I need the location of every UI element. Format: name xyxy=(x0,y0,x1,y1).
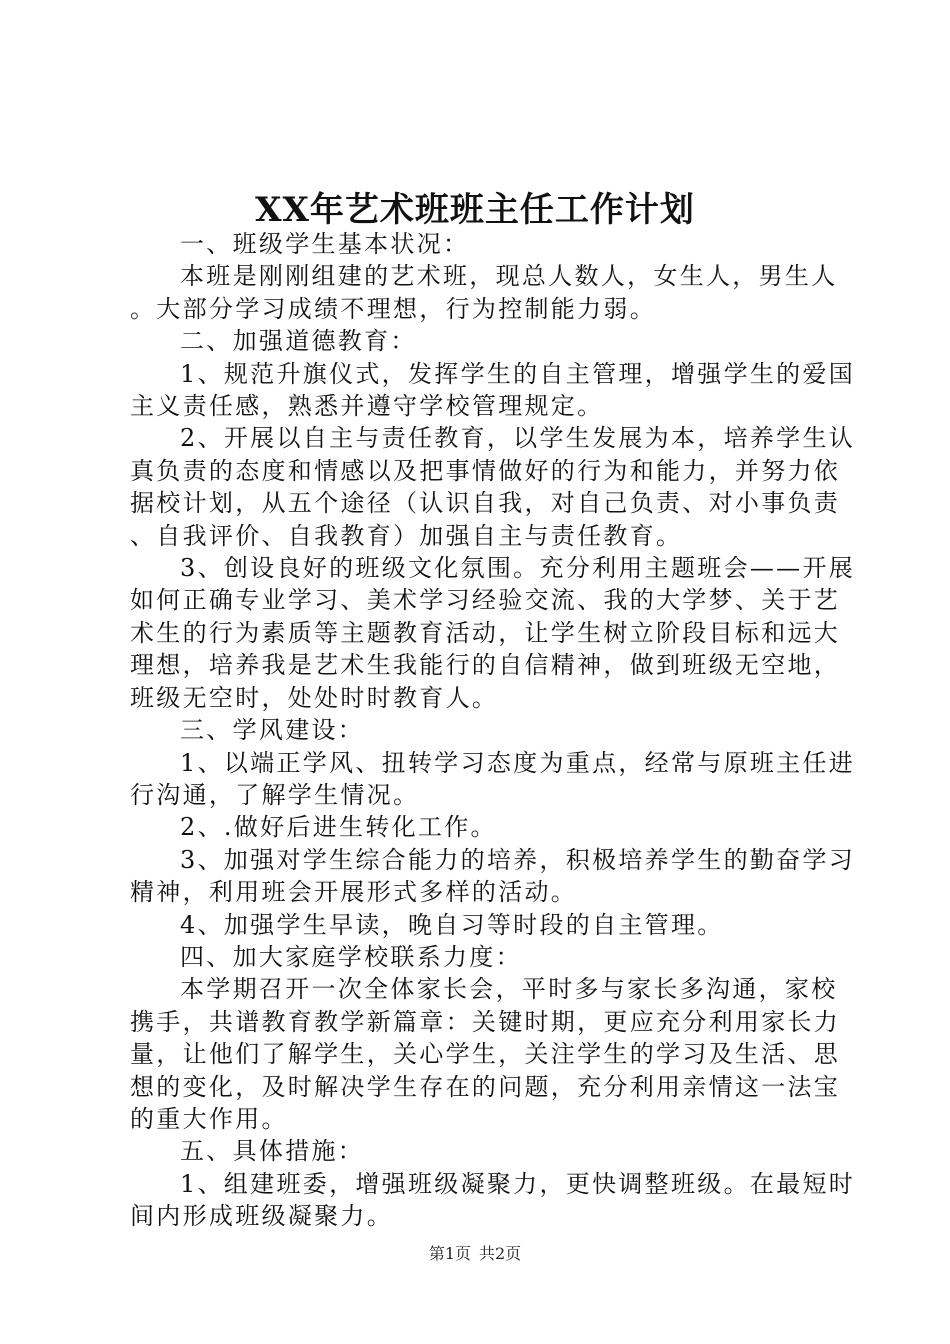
paragraph-study-3: 3、加强对学生综合能力的培养，积极培养学生的勤奋学习精神，利用班会开展形式多样的活动。 xyxy=(130,845,856,907)
paragraph-measure-1: 1、组建班委，增强班级凝聚力，更快调整班级。在最短时间内形成班级凝聚力。 xyxy=(130,1169,856,1231)
section-heading-3: 三、学风建设： xyxy=(180,716,365,745)
page-number: 第1页 xyxy=(428,1244,471,1263)
page-total: 共2页 xyxy=(479,1244,522,1263)
paragraph-study-4: 4、加强学生早读，晚自习等时段的自主管理。 xyxy=(180,910,724,939)
paragraph-moral-1: 1、规范升旗仪式，发挥学生的自主管理，增强学生的爱国主义责任感，熟悉并遵守学校管理规定。 xyxy=(130,359,856,421)
paragraph-study-2: 2、.做好后进生转化工作。 xyxy=(180,813,497,842)
paragraph-moral-3: 3、创设良好的班级文化氛围。充分利用主题班会——开展如何正确专业学习、美术学习经验交流、我的大学梦、关于艺术生的行为素质等主题教育活动，让学生树立阶段目标和远大理想，培养我是艺术生我能行的自信精神，做到班级无空地，班级无空时，处处时时教育人。 xyxy=(130,554,856,712)
document-body xyxy=(130,228,858,1233)
section-heading-5: 五、具体措施： xyxy=(180,1137,365,1166)
document-title: XX年艺术班班主任工作计划 xyxy=(255,190,695,230)
paragraph-class-status: 本班是刚刚组建的艺术班，现总人数人，女生人，男生人。大部分学习成绩不理想，行为控制能力弱。 xyxy=(130,262,838,323)
section-heading-1: 一、班级学生基本状况： xyxy=(180,230,470,258)
paragraph-study-1: 1、以端正学风、扭转学习态度为重点，经常与原班主任进行沟通，了解学生情况。 xyxy=(130,748,856,809)
paragraph-moral-2: 2、开展以自主与责任教育，以学生发展为本，培养学生认真负责的态度和情感以及把事情做好的行为和能力，并努力依据校计划，从五个途径（认识自我，对自己负责、对小事负责、自我评价、自我教育）加强自主与责任教育。 xyxy=(130,424,856,550)
paragraph-family-contact: 本学期召开一次全体家长会，平时多与家长多沟通，家校携手，共谱教育教学新篇章：关键时期，更应充分利用家长力量，让他们了解学生，关心学生，关注学生的学习及生活、思想的变化，及时解决学生存在的问题，充分利用亲情这一法宝的重大作用。 xyxy=(130,975,841,1133)
section-heading-4: 四、加大家庭学校联系力度： xyxy=(180,942,522,971)
page-footer xyxy=(0,1242,950,1266)
section-heading-2: 二、加强道德教育： xyxy=(180,327,417,356)
